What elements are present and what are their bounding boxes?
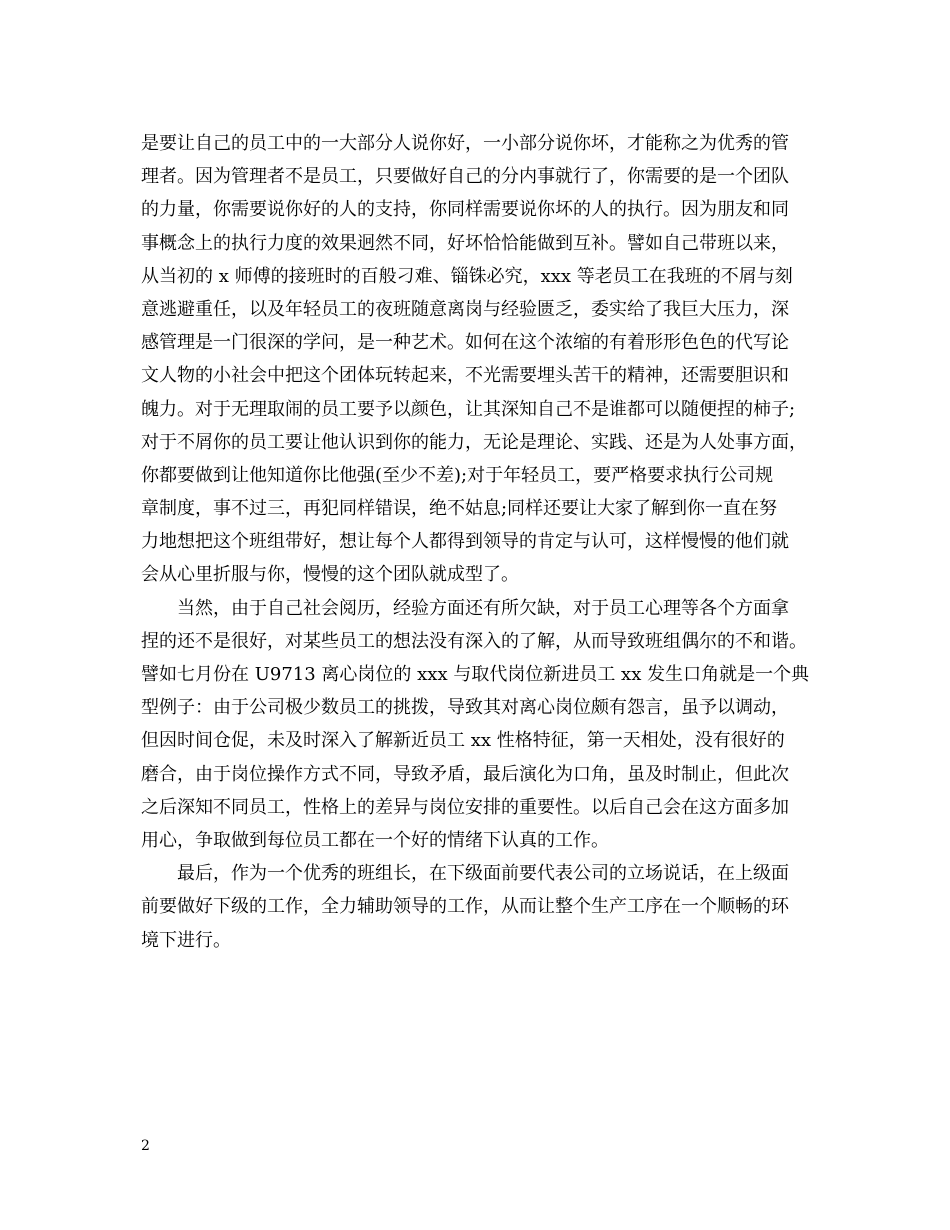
text-line: 是要让自己的员工中的一大部分人说你好，一小部分说你坏，才能称之为优秀的管 <box>141 133 789 154</box>
text-line: 但因时间仓促，未及时深入了解新近员工 xx 性格特征，第一天相处，没有很好的 <box>141 730 785 752</box>
text-line: 譬如七月份在 U9713 离心岗位的 xxx 与取代岗位新进员工 xx 发生口角就是一个典 <box>141 664 810 685</box>
text-line: 魄力。对于无理取闹的员工要予以颜色，让其深知自己不是谁都可以随便捏的柿子; <box>141 398 796 420</box>
text-line: 会从心里折服与你，慢慢的这个团队就成型了。 <box>141 564 519 586</box>
paragraph-start-line: 当然，由于自己社会阅历，经验方面还有所欠缺，对于员工心理等各个方面拿 <box>177 597 789 619</box>
text-line: 理者。因为管理者不是员工，只要做好自己的分内事就行了，你需要的是一个团队 <box>141 166 789 188</box>
text-line: 型例子：由于公司极少数员工的挑拨，导致其对离心岗位颇有怨言，虽予以调动， <box>141 697 789 719</box>
text-line: 前要做好下级的工作，全力辅助领导的工作，从而让整个生产工序在一个顺畅的环 <box>141 896 789 918</box>
text-line: 事概念上的执行力度的效果迥然不同，好坏恰恰能做到互补。譬如自己带班以来， <box>141 232 789 254</box>
text-line: 对于不屑你的员工要让他认识到你的能力，无论是理论、实践、还是为人处事方面， <box>141 431 807 453</box>
text-line: 你都要做到让他知道你比他强(至少不差);对于年轻员工，要严格要求执行公司规 <box>141 464 774 486</box>
text-line: 捏的还不是很好，对某些员工的想法没有深入的了解，从而导致班组偶尔的不和谐。 <box>141 630 807 652</box>
text-line: 章制度，事不过三，再犯同样错误，绝不姑息;同样还要让大家了解到你一直在努 <box>141 498 778 520</box>
body-text <box>141 127 821 957</box>
text-line: 之后深知不同员工，性格上的差异与岗位安排的重要性。以后自己会在这方面多加 <box>141 796 789 818</box>
text-line: 的力量，你需要说你好的人的支持，你同样需要说你坏的人的执行。因为朋友和同 <box>141 199 789 221</box>
text-line: 磨合，由于岗位操作方式不同，导致矛盾，最后演化为口角，虽及时制止，但此次 <box>141 763 789 785</box>
paragraph-start-line: 最后，作为一个优秀的班组长，在下级面前要代表公司的立场说话，在上级面 <box>177 863 789 885</box>
text-line: 用心，争取做到每位员工都在一个好的情绪下认真的工作。 <box>141 829 609 851</box>
text-line: 文人物的小社会中把这个团体玩转起来，不光需要埋头苦干的精神，还需要胆识和 <box>141 365 789 387</box>
text-line: 从当初的 x 师傅的接班时的百般刁难、锱铢必究，xxx 等老员工在我班的不屑与刻 <box>141 265 793 287</box>
text-line: 力地想把这个班组带好，想让每个人都得到领导的肯定与认可，这样慢慢的他们就 <box>141 531 789 553</box>
text-line: 意逃避重任，以及年轻员工的夜班随意离岗与经验匮乏，委实给了我巨大压力，深 <box>141 298 789 320</box>
text-line: 感管理是一门很深的学问，是一种艺术。如何在这个浓缩的有着形形色色的代写论 <box>141 332 789 354</box>
page-number: 2 <box>141 1138 150 1154</box>
text-line: 境下进行。 <box>141 929 231 951</box>
